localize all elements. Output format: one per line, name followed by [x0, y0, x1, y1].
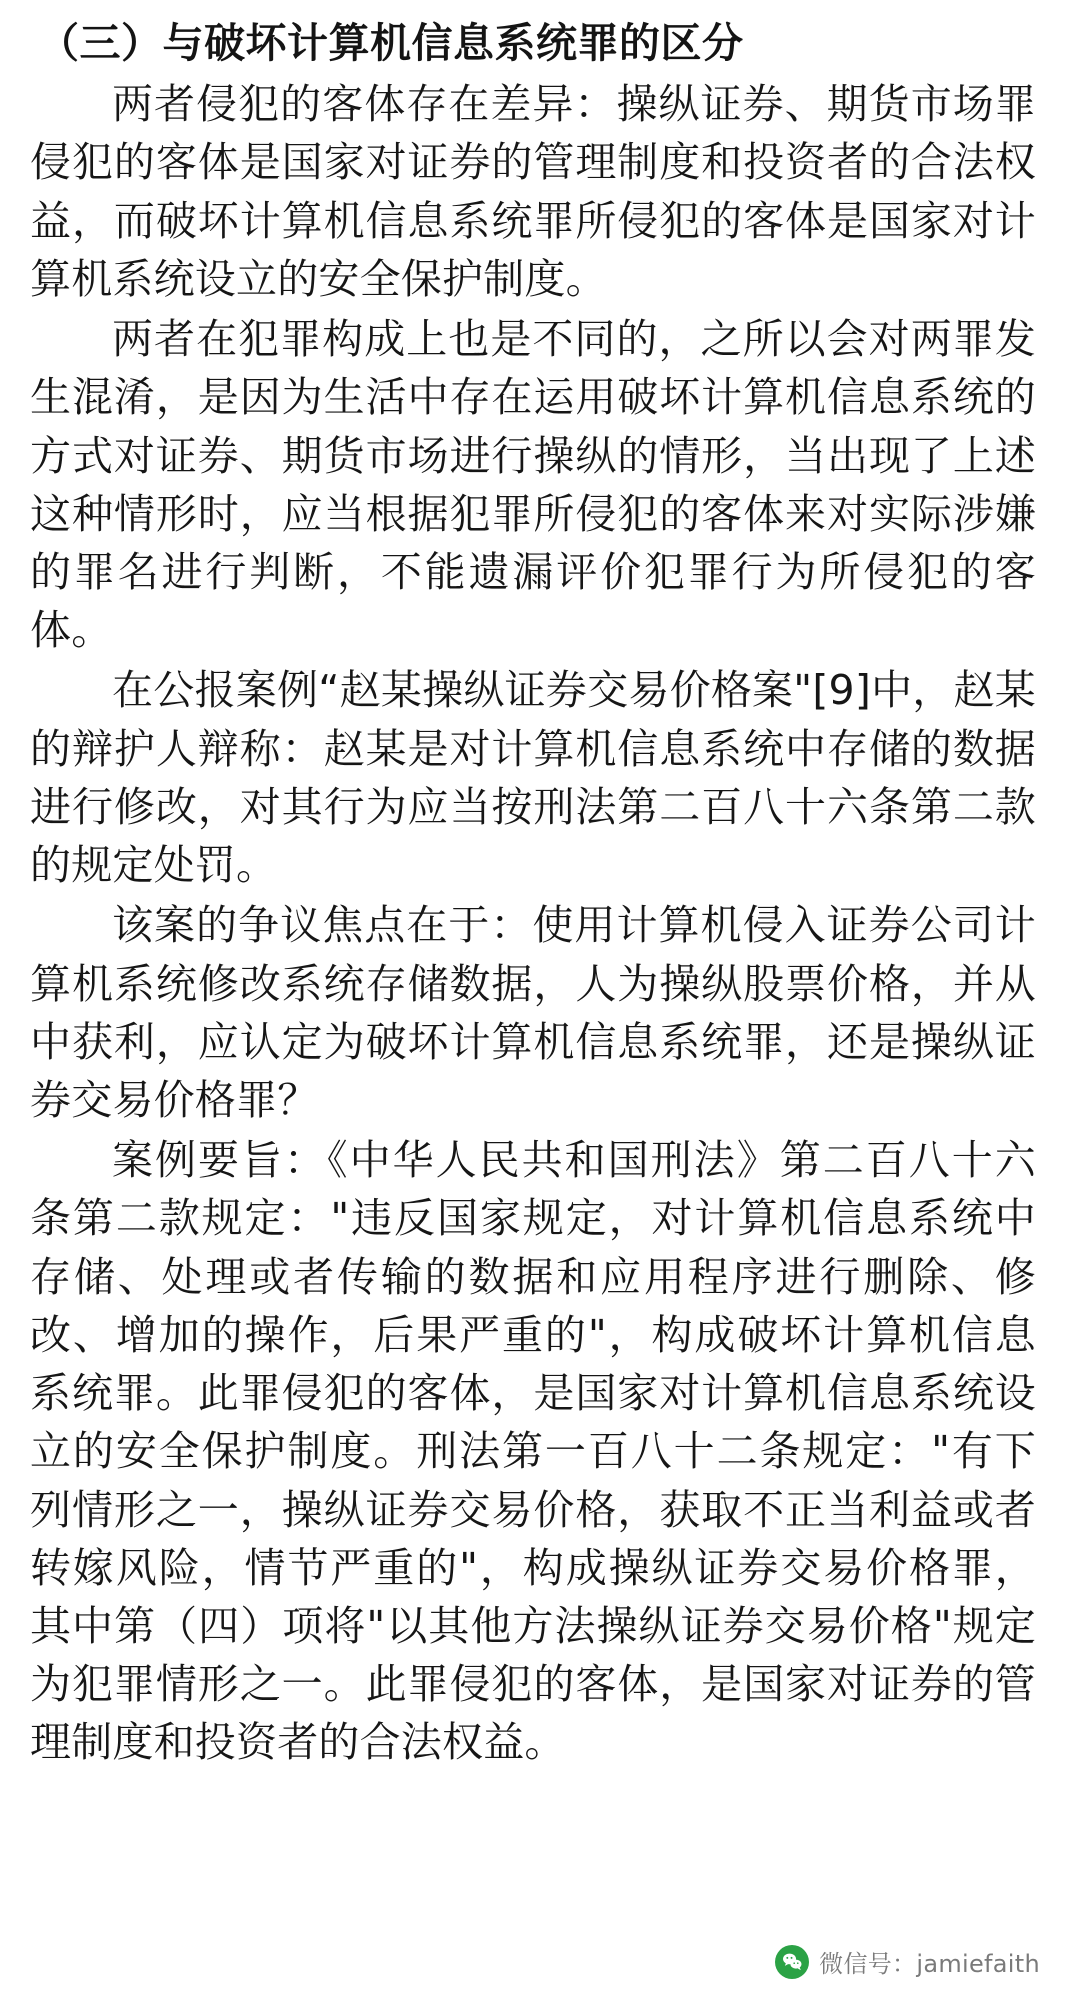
wechat-icon [775, 1945, 809, 1979]
paragraph: 两者侵犯的客体存在差异：操纵证券、期货市场罪侵犯的客体是国家对证券的管理制度和投资者的合法权益，而破坏计算机信息系统罪所侵犯的客体是国家对计算机系统设立的安全保护制度。 [30, 80, 1036, 303]
paragraph: 在公报案例“赵某操纵证券交易价格案"[9]中，赵某的辩护人辩称：赵某是对计算机信息系统中存储的数据进行修改，对其行为应当按刑法第二百八十六条第二款的规定处罚。 [30, 666, 1036, 890]
wechat-id-label: 微信号：jamiefaith [819, 1950, 1040, 1978]
section-heading: （三）与破坏计算机信息系统罪的区分 [38, 19, 744, 67]
wechat-footer-badge [775, 1944, 1040, 1979]
paragraph: 案例要旨：《中华人民共和国刑法》第二百八十六条第二款规定："违反国家规定，对计算机信息系统中存储、处理或者传输的数据和应用程序进行删除、修改、增加的操作，后果严重的"，构成破坏计算机信息系统罪。此罪侵犯的客体，是国家对计算机信息系统设立的安全保护制度。刑法第一百八十二条规定："有下列情形之一，操纵证券交易价格，获取不正当利益或者转嫁风险，情节严重的"，构成操纵证券交易价格罪，其中第（四）项将"以其他方法操纵证券交易价格"规定为犯罪情形之一。此罪侵犯的客体，是国家对证券的管理制度和投资者的合法权益。 [30, 1136, 1036, 1767]
paragraph: 该案的争议焦点在于：使用计算机侵入证券公司计算机系统修改系统存储数据，人为操纵股票价格，并从中获利，应认定为破坏计算机信息系统罪，还是操纵证券交易价格罪？ [30, 901, 1036, 1124]
paragraph: 两者在犯罪构成上也是不同的，之所以会对两罪发生混淆，是因为生活中存在运用破坏计算机信息系统的方式对证券、期货市场进行操纵的情形，当出现了上述这种情形时，应当根据犯罪所侵犯的客体来对实际涉嫌的罪名进行判断，不能遗漏评价犯罪行为所侵犯的客体。 [30, 315, 1036, 655]
